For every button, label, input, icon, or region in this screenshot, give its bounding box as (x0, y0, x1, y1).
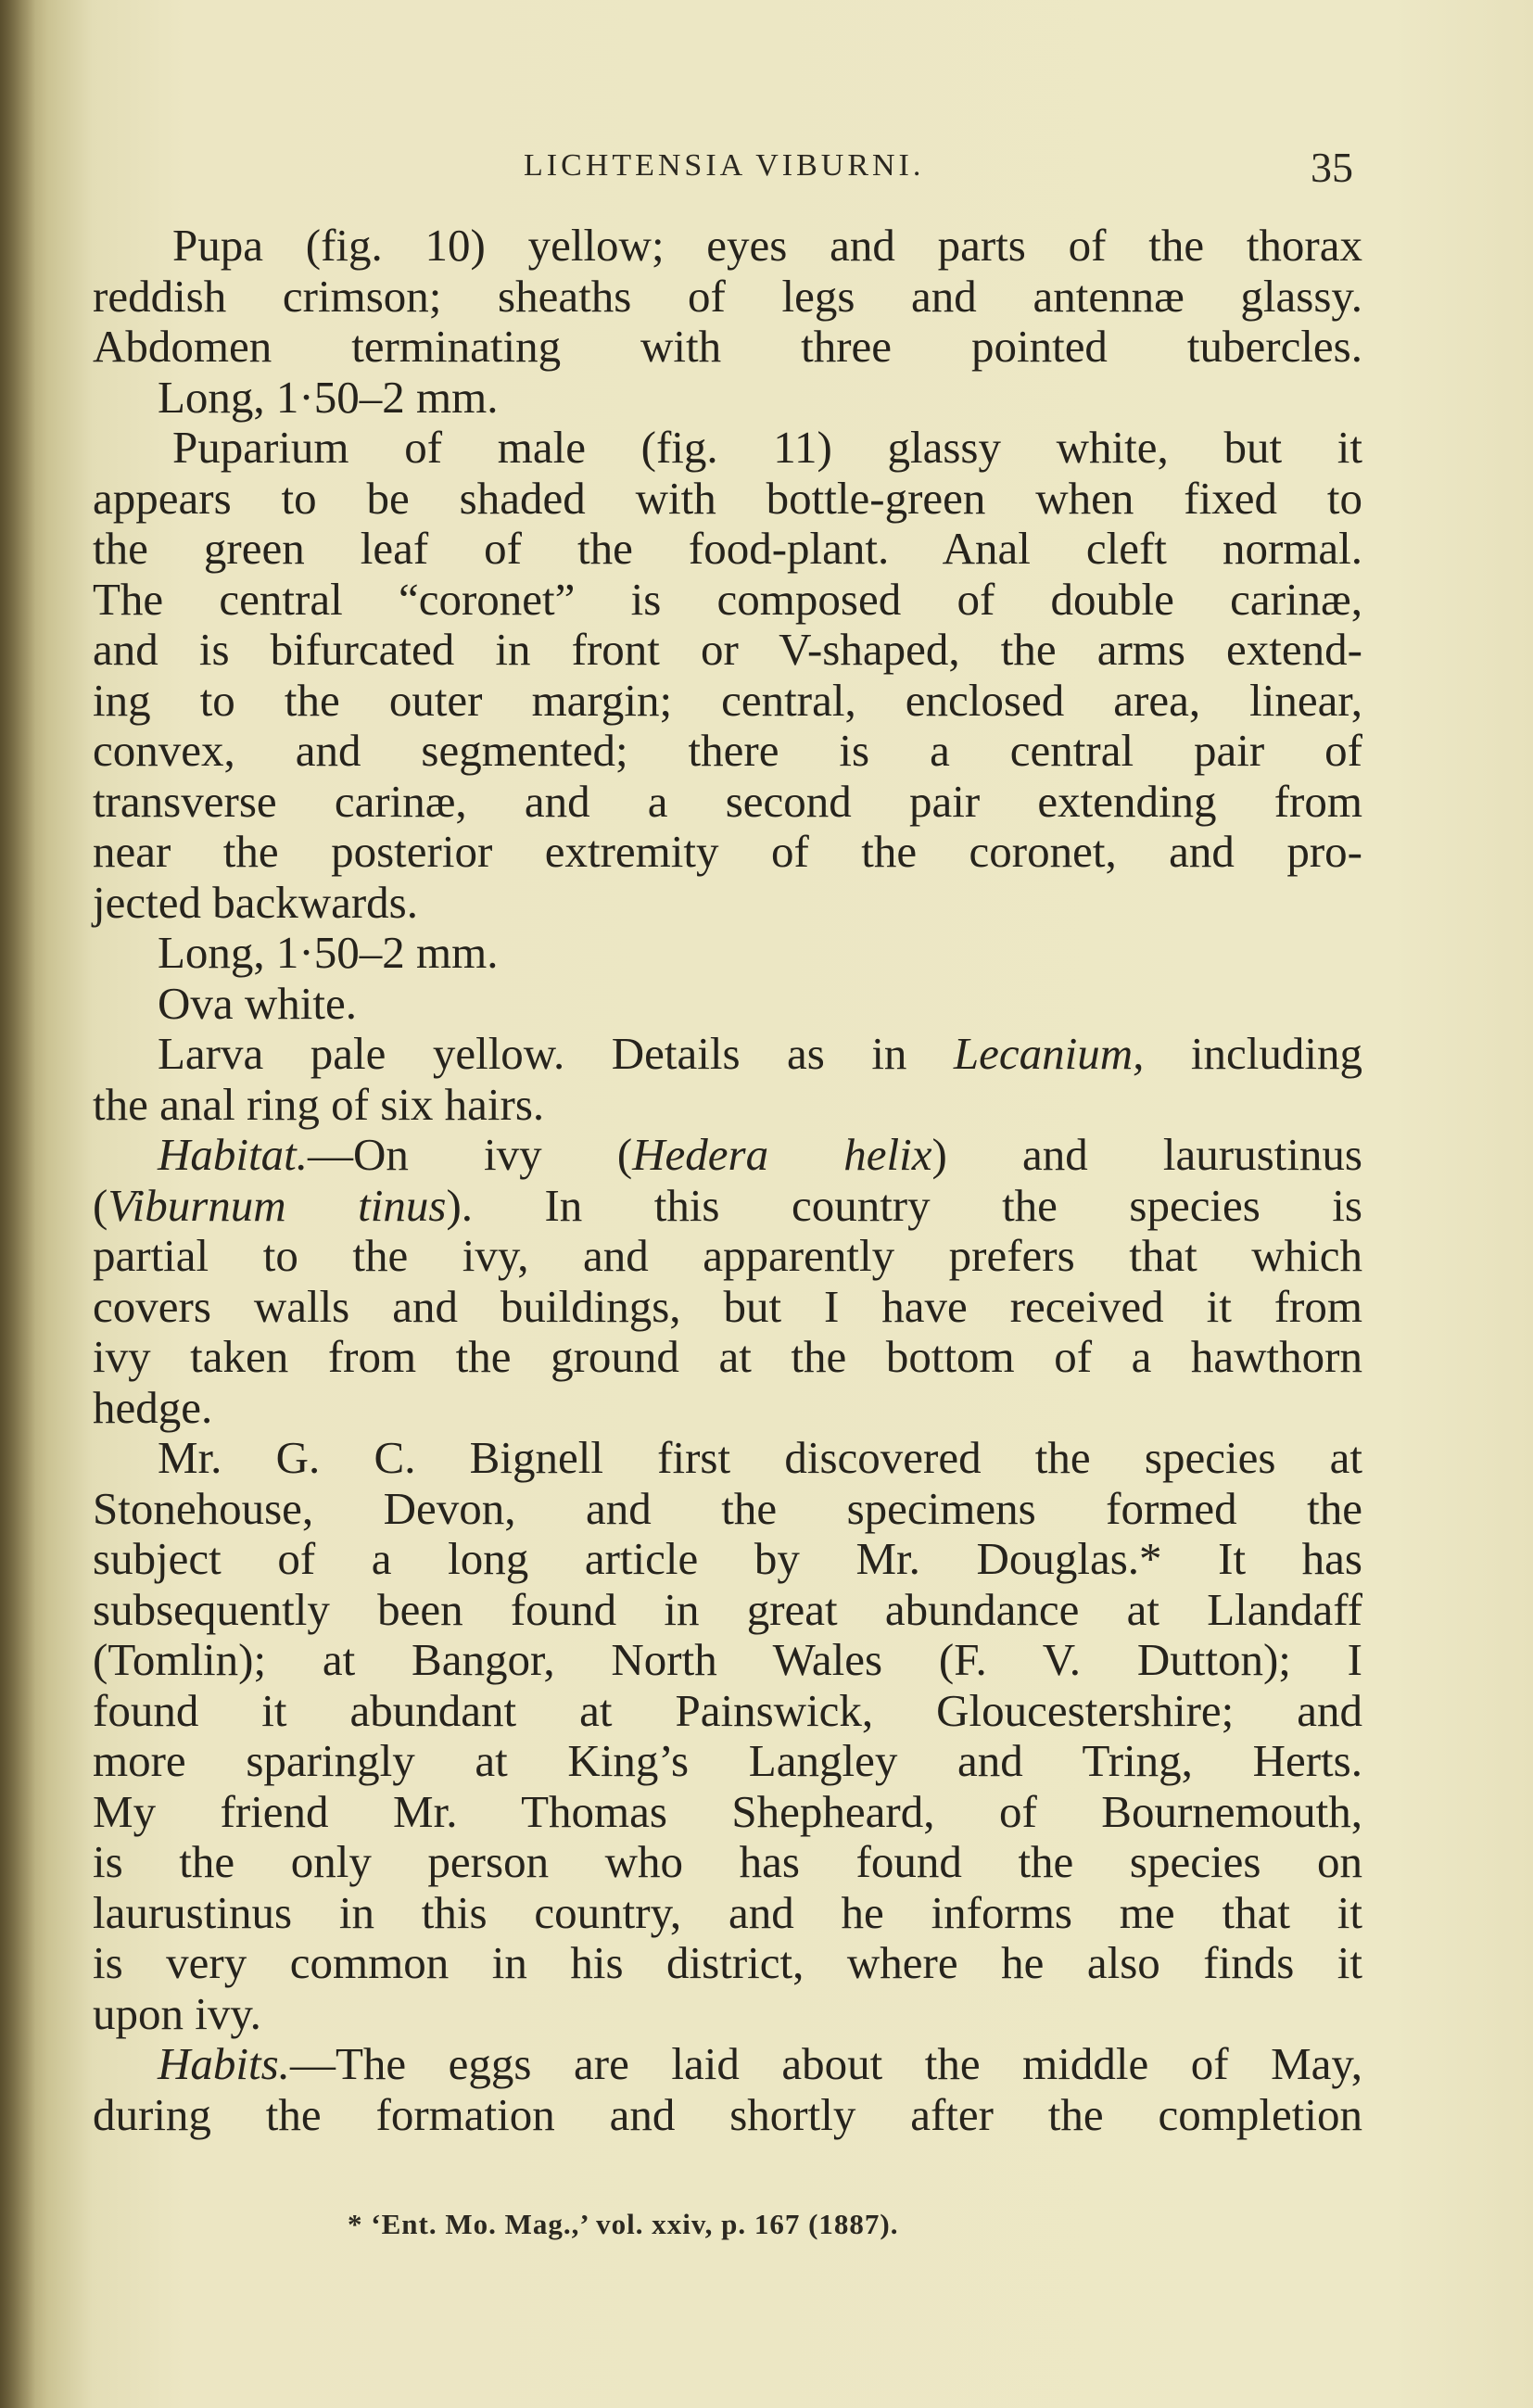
footnote: * ‘Ent. Mo. Mag.,’ vol. xxiv, p. 167 (1887). (348, 2208, 899, 2240)
text-line: Long, 1·50–2 mm. (158, 371, 499, 423)
text-line: the green leaf of the food-plant. Anal cleft normal. (93, 523, 1362, 574)
text-line-with-italic: (Viburnum tinus). In this country the species is (93, 1179, 1362, 1231)
text-line: more sparingly at King’s Langley and Tring, Herts. (93, 1735, 1362, 1786)
text-line: upon ivy. (93, 1987, 261, 2039)
text-line: subject of a long article by Mr. Douglas.* It has (93, 1533, 1362, 1584)
text-line: Pupa (fig. 10) yellow; eyes and parts of the thorax (172, 220, 1362, 271)
text-line: My friend Mr. Thomas Shepheard, of Bournemouth, (93, 1785, 1362, 1837)
text-line-with-italic: Habits.—The eggs are laid about the middle of May, (158, 2038, 1362, 2089)
text-line: convex, and segmented; there is a central pair of (93, 725, 1362, 776)
text-line: found it abundant at Painswick, Gloucestershire; and (93, 1684, 1362, 1736)
page-number: 35 (1311, 144, 1353, 191)
text-line: Long, 1·50–2 mm. (158, 927, 499, 978)
text-line: appears to be shaded with bottle-green when fixed to (93, 472, 1362, 524)
text-line: Puparium of male (fig. 11) glassy white, but it (172, 422, 1362, 473)
text-line: reddish crimson; sheaths of legs and antennæ glassy. (93, 270, 1362, 322)
text-line: Mr. G. C. Bignell first discovered the species at (158, 1432, 1362, 1483)
text-line: subsequently been found in great abundance at Llandaff (93, 1583, 1362, 1635)
text-line: is very common in his district, where he also finds it (93, 1937, 1362, 1988)
running-title: LICHTENSIA VIBURNI. (524, 148, 925, 183)
text-line: ivy taken from the ground at the bottom of a hawthorn (93, 1331, 1362, 1382)
text-line: during the formation and shortly after the completion (93, 2088, 1362, 2140)
text-line: covers walls and buildings, but I have received it from (93, 1280, 1362, 1332)
text-line: transverse carinæ, and a second pair extending from (93, 775, 1362, 827)
text-line-with-italic: Habitat.—On ivy (Hedera helix) and laurustinus (158, 1129, 1362, 1180)
body-text (93, 221, 1362, 2140)
text-line: is the only person who has found the species on (93, 1836, 1362, 1887)
text-line: Ova white. (158, 977, 357, 1029)
text-line: Abdomen terminating with three pointed tubercles. (93, 321, 1362, 372)
text-line: laurustinus in this country, and he informs me that it (93, 1886, 1362, 1938)
text-line: partial to the ivy, and apparently prefers that which (93, 1230, 1362, 1281)
page-gutter-shadow (0, 0, 35, 2408)
running-head (0, 139, 1533, 195)
text-line: jected backwards. (93, 876, 418, 928)
text-line: and is bifurcated in front or V-shaped, the arms extend- (93, 624, 1362, 675)
text-line: the anal ring of six hairs. (93, 1078, 545, 1130)
text-line-with-italic: Larva pale yellow. Details as in Lecanium, including (158, 1028, 1362, 1079)
text-line: ing to the outer margin; central, enclosed area, linear, (93, 674, 1362, 726)
text-line: (Tomlin); at Bangor, North Wales (F. V. Dutton); I (93, 1634, 1362, 1685)
text-line: The central “coronet” is composed of double carinæ, (93, 573, 1362, 625)
text-line: near the posterior extremity of the coronet, and pro- (93, 826, 1362, 877)
text-line: Stonehouse, Devon, and the specimens formed the (93, 1482, 1362, 1534)
text-line: hedge. (93, 1381, 213, 1433)
